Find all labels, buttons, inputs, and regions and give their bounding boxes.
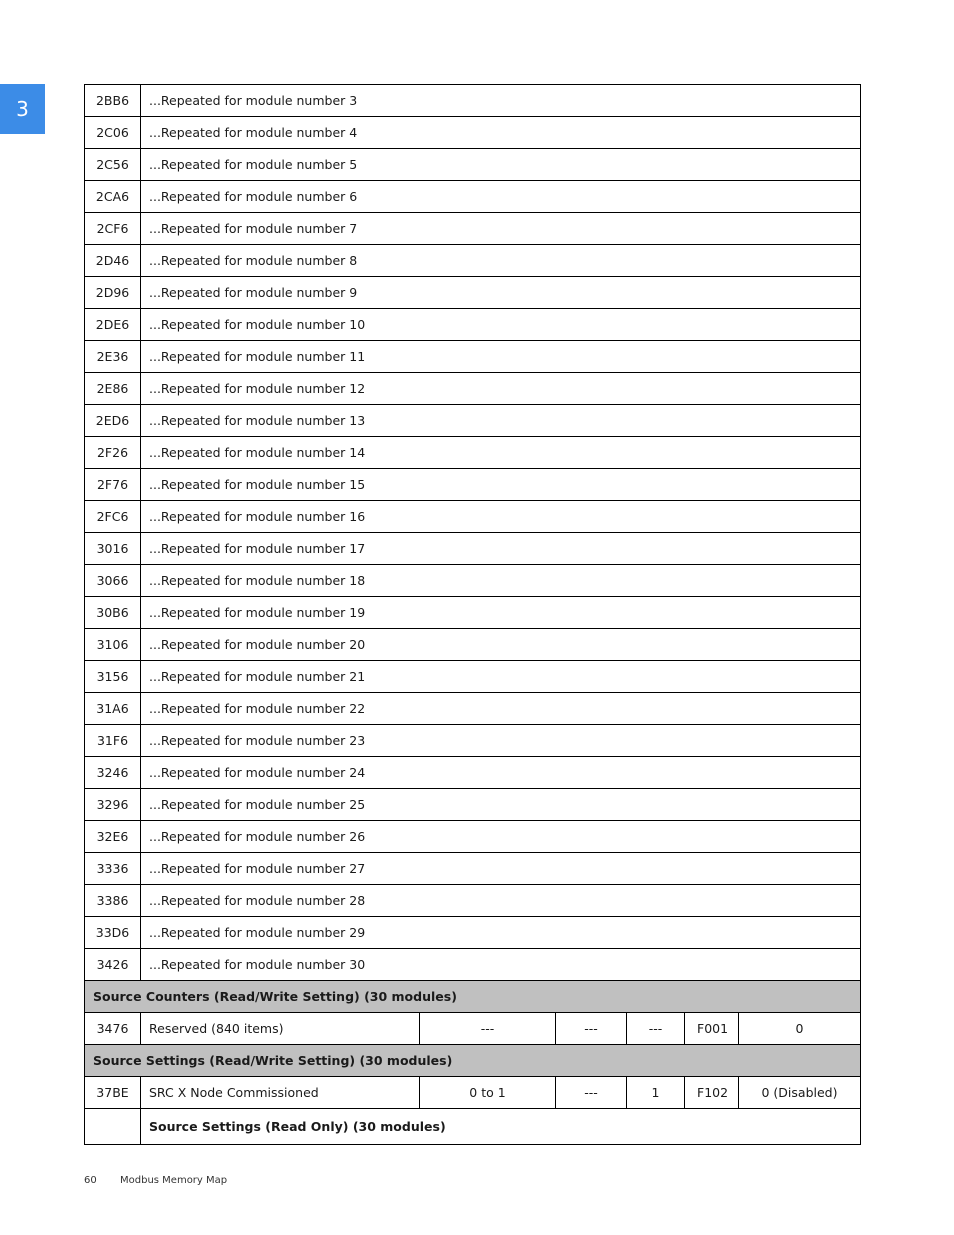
table-row xyxy=(85,1109,861,1145)
address-cell: 2C56 xyxy=(85,149,141,181)
table-row xyxy=(85,213,861,245)
description-cell: ...Repeated for module number 5 xyxy=(141,149,861,181)
address-cell: 2CA6 xyxy=(85,181,141,213)
source-counters-section xyxy=(85,981,861,1045)
address-cell: 2E36 xyxy=(85,341,141,373)
table-row xyxy=(85,149,861,181)
source-settings-section xyxy=(85,1045,861,1145)
description-cell: ...Repeated for module number 16 xyxy=(141,501,861,533)
address-cell xyxy=(85,1109,141,1145)
table-row xyxy=(85,405,861,437)
table-row xyxy=(85,725,861,757)
units-cell: --- xyxy=(556,1013,627,1045)
table-row xyxy=(85,917,861,949)
default-cell: 0 xyxy=(739,1013,861,1045)
address-cell: 3336 xyxy=(85,853,141,885)
address-cell: 31F6 xyxy=(85,725,141,757)
description-cell: ...Repeated for module number 12 xyxy=(141,373,861,405)
description-cell: ...Repeated for module number 9 xyxy=(141,277,861,309)
format-cell: F102 xyxy=(685,1077,739,1109)
address-cell: 2D96 xyxy=(85,277,141,309)
table-row xyxy=(85,1077,861,1109)
description-cell: ...Repeated for module number 27 xyxy=(141,853,861,885)
description-cell: SRC X Node Commissioned xyxy=(141,1077,420,1109)
table-row xyxy=(85,661,861,693)
table-row xyxy=(85,181,861,213)
table-row xyxy=(85,533,861,565)
description-cell: ...Repeated for module number 13 xyxy=(141,405,861,437)
address-cell: 2F76 xyxy=(85,469,141,501)
address-cell: 3106 xyxy=(85,629,141,661)
address-cell: 3066 xyxy=(85,565,141,597)
description-cell: ...Repeated for module number 6 xyxy=(141,181,861,213)
modbus-memory-map-table xyxy=(84,84,861,1145)
table-row xyxy=(85,437,861,469)
address-cell: 2DE6 xyxy=(85,309,141,341)
description-cell: ...Repeated for module number 22 xyxy=(141,693,861,725)
description-cell: ...Repeated for module number 24 xyxy=(141,757,861,789)
format-cell: F001 xyxy=(685,1013,739,1045)
table-row xyxy=(85,309,861,341)
address-cell: 37BE xyxy=(85,1077,141,1109)
table-row xyxy=(85,629,861,661)
step-cell: --- xyxy=(627,1013,685,1045)
table-row xyxy=(85,789,861,821)
address-cell: 30B6 xyxy=(85,597,141,629)
table-row xyxy=(85,885,861,917)
description-cell: ...Repeated for module number 29 xyxy=(141,917,861,949)
address-cell: 3426 xyxy=(85,949,141,981)
step-cell: 1 xyxy=(627,1077,685,1109)
description-cell: ...Repeated for module number 18 xyxy=(141,565,861,597)
address-cell: 2C06 xyxy=(85,117,141,149)
table-row xyxy=(85,117,861,149)
address-cell: 2CF6 xyxy=(85,213,141,245)
description-cell: ...Repeated for module number 17 xyxy=(141,533,861,565)
range-cell: --- xyxy=(420,1013,556,1045)
table-row xyxy=(85,277,861,309)
chapter-tab: 3 xyxy=(0,84,45,134)
description-cell: ...Repeated for module number 25 xyxy=(141,789,861,821)
table-row xyxy=(85,693,861,725)
table-row xyxy=(85,757,861,789)
address-cell: 3476 xyxy=(85,1013,141,1045)
description-cell: ...Repeated for module number 26 xyxy=(141,821,861,853)
address-cell: 2E86 xyxy=(85,373,141,405)
address-cell: 2ED6 xyxy=(85,405,141,437)
table-row xyxy=(85,853,861,885)
address-cell: 3246 xyxy=(85,757,141,789)
address-cell: 31A6 xyxy=(85,693,141,725)
subsection-title: Source Settings (Read Only) (30 modules) xyxy=(141,1109,861,1145)
description-cell: ...Repeated for module number 4 xyxy=(141,117,861,149)
description-cell: ...Repeated for module number 10 xyxy=(141,309,861,341)
address-cell: 3156 xyxy=(85,661,141,693)
description-cell: ...Repeated for module number 11 xyxy=(141,341,861,373)
description-cell: ...Repeated for module number 7 xyxy=(141,213,861,245)
units-cell: --- xyxy=(556,1077,627,1109)
description-cell: ...Repeated for module number 8 xyxy=(141,245,861,277)
repeat-rows xyxy=(85,85,861,981)
description-cell: Reserved (840 items) xyxy=(141,1013,420,1045)
table-row xyxy=(85,565,861,597)
table-row xyxy=(85,469,861,501)
description-cell: ...Repeated for module number 20 xyxy=(141,629,861,661)
table-row xyxy=(85,949,861,981)
description-cell: ...Repeated for module number 3 xyxy=(141,85,861,117)
description-cell: ...Repeated for module number 30 xyxy=(141,949,861,981)
section-title: Source Settings (Read/Write Setting) (30 modules) xyxy=(85,1045,861,1077)
description-cell: ...Repeated for module number 23 xyxy=(141,725,861,757)
description-cell: ...Repeated for module number 28 xyxy=(141,885,861,917)
address-cell: 2F26 xyxy=(85,437,141,469)
description-cell: ...Repeated for module number 14 xyxy=(141,437,861,469)
table-row xyxy=(85,501,861,533)
description-cell: ...Repeated for module number 15 xyxy=(141,469,861,501)
address-cell: 3296 xyxy=(85,789,141,821)
address-cell: 2D46 xyxy=(85,245,141,277)
description-cell: ...Repeated for module number 21 xyxy=(141,661,861,693)
table-row xyxy=(85,597,861,629)
address-cell: 3386 xyxy=(85,885,141,917)
footer-title: Modbus Memory Map xyxy=(120,1175,228,1186)
table-row xyxy=(85,341,861,373)
section-header-row xyxy=(85,981,861,1013)
table-row xyxy=(85,373,861,405)
section-header-row xyxy=(85,1045,861,1077)
page-number: 60 xyxy=(84,1175,97,1186)
section-title: Source Counters (Read/Write Setting) (30 modules) xyxy=(85,981,861,1013)
address-cell: 32E6 xyxy=(85,821,141,853)
address-cell: 2BB6 xyxy=(85,85,141,117)
table-row xyxy=(85,1013,861,1045)
address-cell: 2FC6 xyxy=(85,501,141,533)
table-row xyxy=(85,245,861,277)
range-cell: 0 to 1 xyxy=(420,1077,556,1109)
page-footer xyxy=(84,1175,227,1186)
address-cell: 33D6 xyxy=(85,917,141,949)
description-cell: ...Repeated for module number 19 xyxy=(141,597,861,629)
default-cell: 0 (Disabled) xyxy=(739,1077,861,1109)
table-row xyxy=(85,821,861,853)
address-cell: 3016 xyxy=(85,533,141,565)
table-row xyxy=(85,85,861,117)
